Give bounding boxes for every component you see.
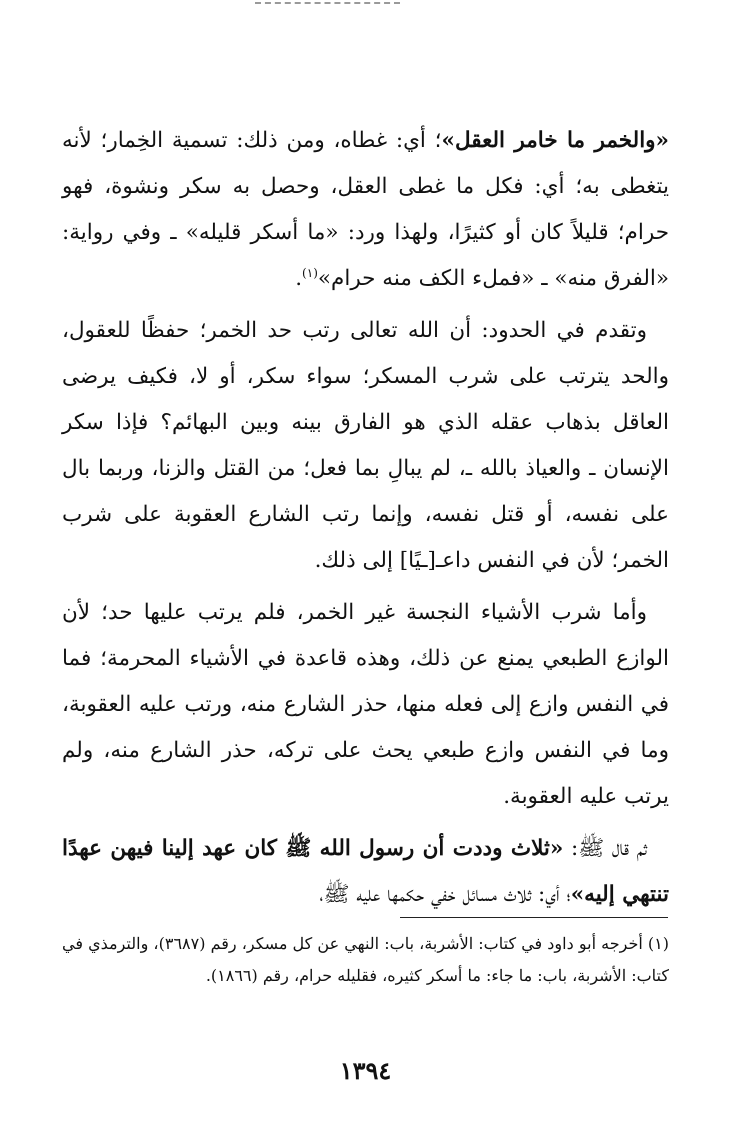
paragraph-text: ؛ أي: ثلاث مسائل خفي حكمها عليه ﷺ،	[319, 882, 571, 907]
paragraph-1	[62, 118, 669, 302]
footnote: (١) أخرجه أبو داود في كتاب: الأشربة، باب: النهي عن كل مسكر، رقم (٣٦٨٧)، والترمذي في كتاب: الأشربة، باب: ما جاء: ما أسكر كثيره، فقليله حرام، رقم (١٨٦٦).	[62, 934, 669, 985]
paragraph-3	[62, 590, 669, 820]
main-text	[62, 118, 669, 918]
footnote-separator	[400, 917, 668, 918]
page-number: ١٣٩٤	[339, 1056, 392, 1085]
top-decorative-rule	[255, 2, 400, 6]
footnote-marker[interactable]: (١)	[302, 265, 318, 280]
paragraph-2	[62, 308, 669, 584]
hadith-quote: «والخمر ما خامر العقل»	[441, 128, 669, 153]
paragraph-text: ثم قال ﷺ:	[563, 836, 648, 861]
paragraph-text: ؛ أي: غطاه، ومن ذلك: تسمية الخِمار؛ لأنه يتغطى به؛ أي: فكل ما غطى العقل، وحصل به سكر ونشوة، فهو حرام؛ قليلاً كان أو كثيرًا، ولهذا ورد: «ما أسكر قليله» ـ وفي رواية: «الفرق منه» ـ «فملء الكف منه حرام»	[62, 128, 669, 291]
paragraph-text: .	[295, 266, 303, 291]
paragraph-4	[62, 826, 669, 918]
hadith-quote: «ثلاث وددت أن رسول الله ﷺ كان عهد إلينا فيهن عهدًا تنتهي إليه»	[62, 836, 669, 907]
paragraph-text: وأما شرب الأشياء النجسة غير الخمر، فلم يرتب عليها حد؛ لأن الوازع الطبعي يمنع عن ذلك، وهذه قاعدة في الأشياء المحرمة؛ فما في النفس وازع إلى فعله منها، حذر الشارع منه، ورتب عليه العقوبة، وما في النفس وازع طبعي يحث على تركه، حذر الشارع منه، ولم يرتب عليه العقوبة.	[62, 600, 669, 809]
paragraph-text: وتقدم في الحدود: أن الله تعالى رتب حد الخمر؛ حفظًا للعقول، والحد يترتب على شرب المسكر؛ سواء سكر، أو لا، فكيف يرضى العاقل بذهاب عقله الذي هو الفارق بينه وبين البهائم؟ فإذا سكر الإنسان ـ والعياذ بالله ـ، لم يبالِ بما فعل؛ من القتل والزنا، وربما بال على نفسه، أو قتل نفسه، وإنما رتب الشارع العقوبة على شرب الخمر؛ لأن في النفس داعـ[ـيًا] إلى ذلك.	[62, 318, 669, 573]
